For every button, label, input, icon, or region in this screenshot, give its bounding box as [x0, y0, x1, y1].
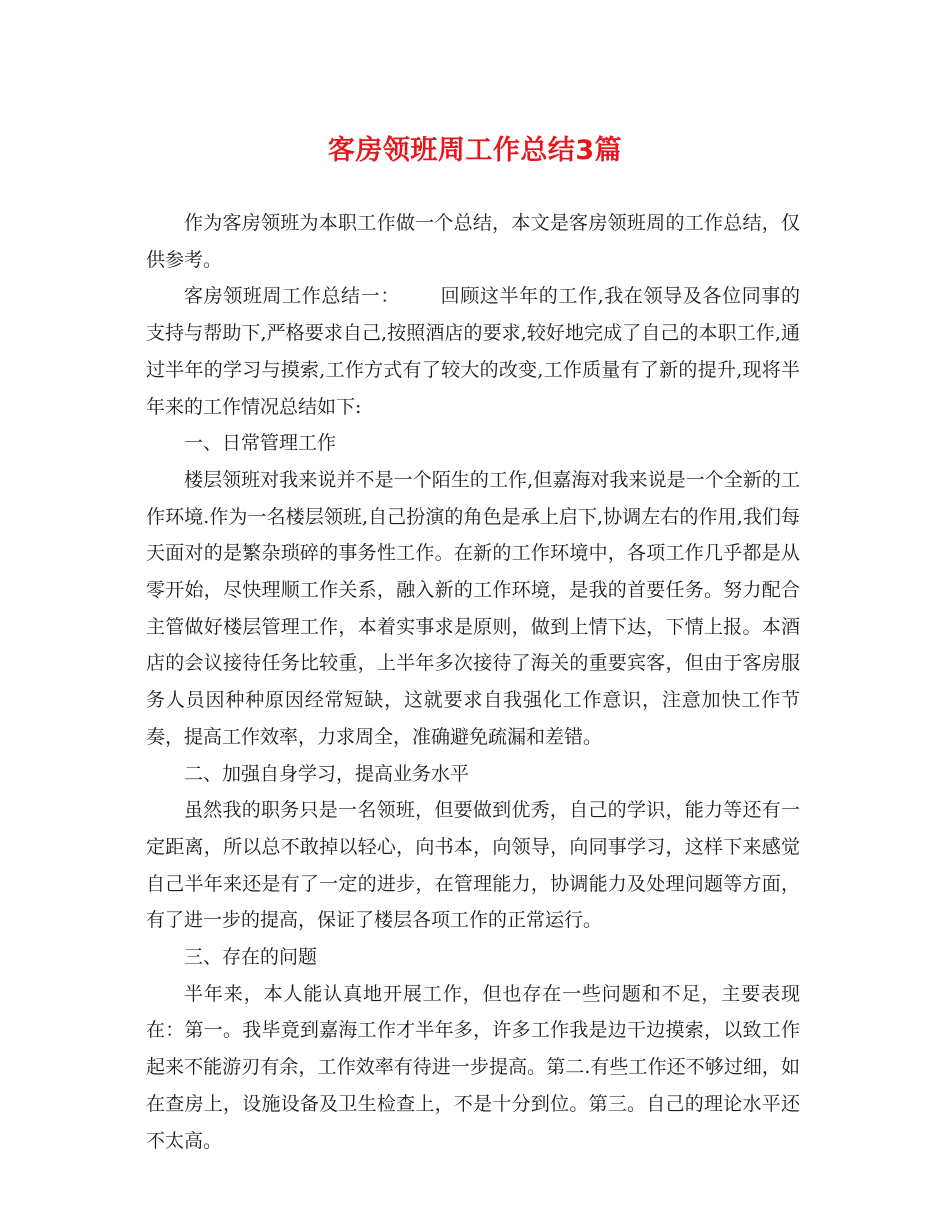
section-two-heading: 二、加强自身学习，提高业务水平	[184, 762, 470, 785]
document-title: 客房领班周工作总结3篇	[327, 135, 623, 166]
section-one-heading: 一、日常管理工作	[184, 432, 337, 455]
part-one-text: 回顾这半年的工作,我在领导及各位同事的支持与帮助下,严格要求自己,按照酒店的要求,较好地完成了自己的本职工作,通过半年的学习与摸索,工作方式有了较大的改变,工作质量有了新的提升,现将半年来的工作情况总结如下:	[146, 285, 800, 418]
section-one-body: 楼层领班对我来说并不是一个陌生的工作,但嘉海对我来说是一个全新的工作环境.作为一名楼层领班,自己扮演的角色是承上启下,协调左右的作用,我们每天面对的是繁杂琐碎的事务性工作。在新的工作环境中，各项工作几乎都是从零开始，尽快理顺工作关系，融入新的工作环境，是我的首要任务。努力配合主管做好楼层管理工作，本着实事求是原则，做到上情下达，下情上报。本酒店的会议接待任务比较重，上半年多次接待了海关的重要宾客，但由于客房服务人员因种种原因经常短缺，这就要求自我强化工作意识，注意加快工作节奏，提高工作效率，力求周全，准确避免疏漏和差错。	[146, 468, 800, 748]
section-three-heading: 三、存在的问题	[184, 946, 318, 969]
part-one-label: 客房领班周工作总结一：	[184, 285, 400, 308]
intro-paragraph: 作为客房领班为本职工作做一个总结，本文是客房领班周的工作总结，仅供参考。	[146, 212, 800, 271]
document-body	[146, 205, 800, 1159]
part-one-paragraph	[146, 278, 800, 425]
section-three-body: 半年来，本人能认真地开展工作，但也存在一些问题和不足，主要表现在：第一。我毕竟到嘉海工作才半年多，许多工作我是边干边摸索，以致工作起来不能游刃有余，工作效率有待进一步提高。第二.有些工作还不够过细，如在查房上，设施设备及卫生检查上，不是十分到位。第三。自己的理论水平还不太高。	[146, 982, 800, 1152]
section-two-body: 虽然我的职务只是一名领班，但要做到优秀，自己的学识，能力等还有一定距离，所以总不敢掉以轻心，向书本，向领导，向同事学习，这样下来感觉自己半年来还是有了一定的进步，在管理能力，协调能力及处理问题等方面，有了进一步的提高，保证了楼层各项工作的正常运行。	[146, 799, 800, 932]
